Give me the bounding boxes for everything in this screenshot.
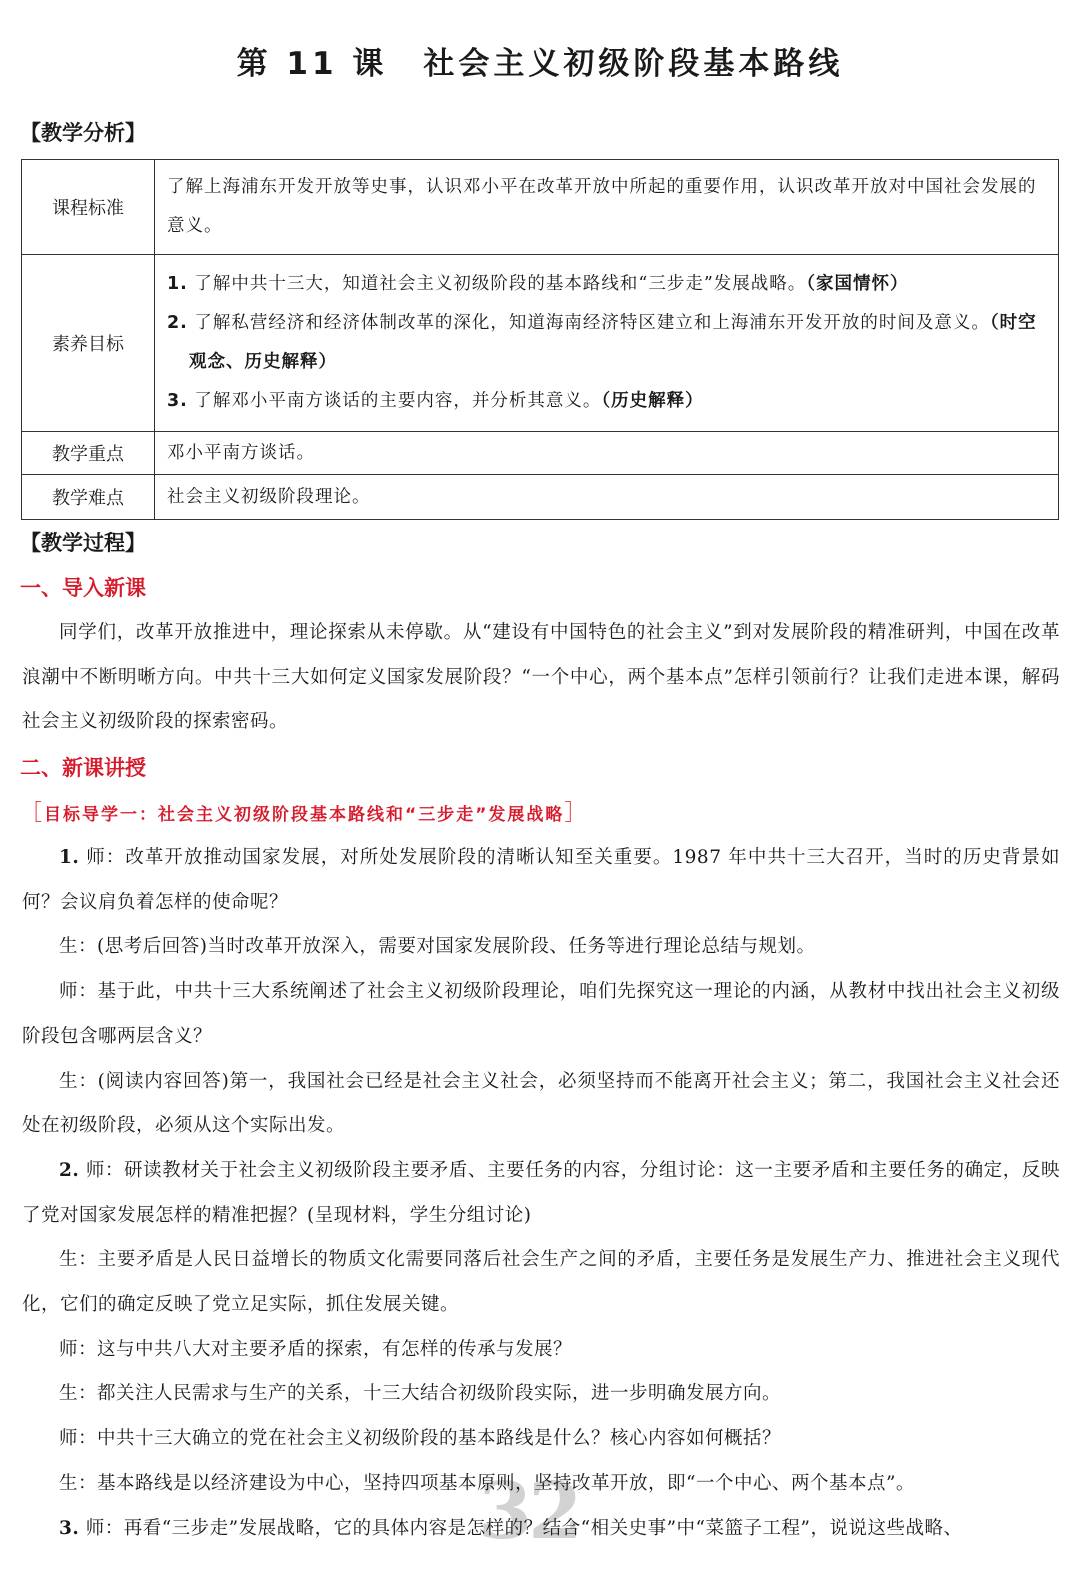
lesson-name: 社会主义初级阶段基本路线 — [423, 46, 844, 82]
paragraph — [22, 836, 1060, 925]
process-heading: 【教学过程】 — [20, 531, 146, 555]
goal-item — [167, 304, 1046, 382]
goal-tag: （家国情怀） — [806, 274, 909, 294]
intro-heading: 一、导入新课 — [20, 576, 146, 600]
table-row — [22, 160, 1059, 255]
page-number: 32 — [478, 1466, 579, 1557]
row-label: 教学难点 — [22, 475, 155, 520]
item-number: 1. — [59, 847, 80, 868]
paragraph: 师：中共十三大确立的党在社会主义初级阶段的基本路线是什么？核心内容如何概括？ — [59, 1428, 782, 1450]
goal-text: 了解私营经济和经济体制改革的深化，知道海南经济特区建立和上海浦东开发开放的时间及意义。 — [194, 313, 990, 333]
analysis-heading: 【教学分析】 — [20, 121, 146, 145]
goal-tag: （时空观念、历史解释） — [189, 313, 1037, 372]
goal-number: 2. — [167, 313, 188, 333]
goal-item — [167, 382, 1046, 421]
paragraph: 生：都关注人民需求与生产的关系，十三大结合初级阶段实际，进一步明确发展方向。 — [59, 1383, 782, 1405]
row-content: 社会主义初级阶段理论。 — [155, 475, 1059, 520]
goal-item — [167, 265, 1046, 304]
paragraph-text: 师：研读教材关于社会主义初级阶段主要矛盾、主要任务的内容，分组讨论：这一主要矛盾和主要任务的确定，反映了党对国家发展怎样的精准把握？(呈现材料，学生分组讨论) — [22, 1159, 1060, 1226]
paragraph-text: 师：再看“三步走”发展战略，它的具体内容是怎样的？结合“相关史事”中“菜篮子工程”，说说这些战略、 — [85, 1517, 963, 1539]
dialogue-section — [22, 836, 1060, 1551]
goal-number: 1. — [167, 274, 188, 294]
paragraph: 师：这与中共八大对主要矛盾的探索，有怎样的传承与发展？ — [59, 1338, 573, 1360]
goal-number: 3. — [167, 391, 188, 411]
paragraph: 同学们，改革开放推进中，理论探索从未停歇。从“建设有中国特色的社会主义”到对发展阶段的精准研判，中国在改革浪潮中不断明晰方向。中共十三大如何定义国家发展阶段？“一个中心，两个基本点”怎样引领前行？让我们走进本课，解码社会主义初级阶段的探索密码。 — [22, 622, 1060, 733]
row-label: 课程标准 — [22, 160, 155, 255]
row-content: 邓小平南方谈话。 — [155, 432, 1059, 475]
paragraph — [22, 1507, 1060, 1552]
lesson-number: 第 11 课 — [236, 46, 388, 82]
intro-section — [22, 611, 1060, 745]
paragraph: 生：基本路线是以经济建设为中心，坚持四项基本原则，坚持改革开放，即“一个中心、两个基本点”。 — [59, 1472, 915, 1494]
table-row — [22, 475, 1059, 520]
guide-heading — [20, 796, 588, 827]
paragraph: 师：基于此，中共十三大系统阐述了社会主义初级阶段理论，咱们先探究这一理论的内涵，从教材中找出社会主义初级阶段包含哪两层含义？ — [22, 981, 1060, 1047]
row-content: 了解上海浦东开发开放等史事，认识邓小平在改革开放中所起的重要作用，认识改革开放对中国社会发展的意义。 — [155, 160, 1059, 255]
bracket-close: ］ — [564, 801, 589, 826]
item-number: 3. — [59, 1517, 80, 1539]
row-label: 教学重点 — [22, 432, 155, 475]
row-label: 素养目标 — [22, 255, 155, 432]
row-content — [155, 255, 1059, 432]
lecture-heading: 二、新课讲授 — [20, 756, 146, 780]
goal-text: 了解邓小平南方谈话的主要内容，并分析其意义。 — [194, 391, 602, 411]
paragraph — [22, 1149, 1060, 1238]
page-title — [0, 38, 1080, 83]
guide-text: 目标导学一：社会主义初级阶段基本路线和“三步走”发展战略 — [44, 805, 565, 825]
table-row — [22, 432, 1059, 475]
paragraph: 生：主要矛盾是人民日益增长的物质文化需要同落后社会生产之间的矛盾，主要任务是发展生产力、推进社会主义现代化，它们的确定反映了党立足实际，抓住发展关键。 — [22, 1249, 1060, 1316]
bracket-open: ［ — [20, 801, 45, 826]
paragraph: 生：(阅读内容回答)第一，我国社会已经是社会主义社会，必须坚持而不能离开社会主义；第二，我国社会主义社会还处在初级阶段，必须从这个实际出发。 — [22, 1070, 1060, 1137]
goal-tag: （历史解释） — [601, 391, 704, 411]
goal-text: 了解中共十三大，知道社会主义初级阶段的基本路线和“三步走”发展战略。 — [194, 274, 807, 294]
analysis-table — [21, 159, 1059, 520]
item-number: 2. — [59, 1159, 80, 1181]
paragraph: 生：(思考后回答)当时改革开放深入，需要对国家发展阶段、任务等进行理论总结与规划。 — [59, 936, 816, 958]
paragraph-text: 师：改革开放推动国家发展，对所处发展阶段的清晰认知至关重要。1987 年中共十三大召开，当时的历史背景如何？会议肩负着怎样的使命呢？ — [22, 847, 1060, 913]
table-row — [22, 255, 1059, 432]
